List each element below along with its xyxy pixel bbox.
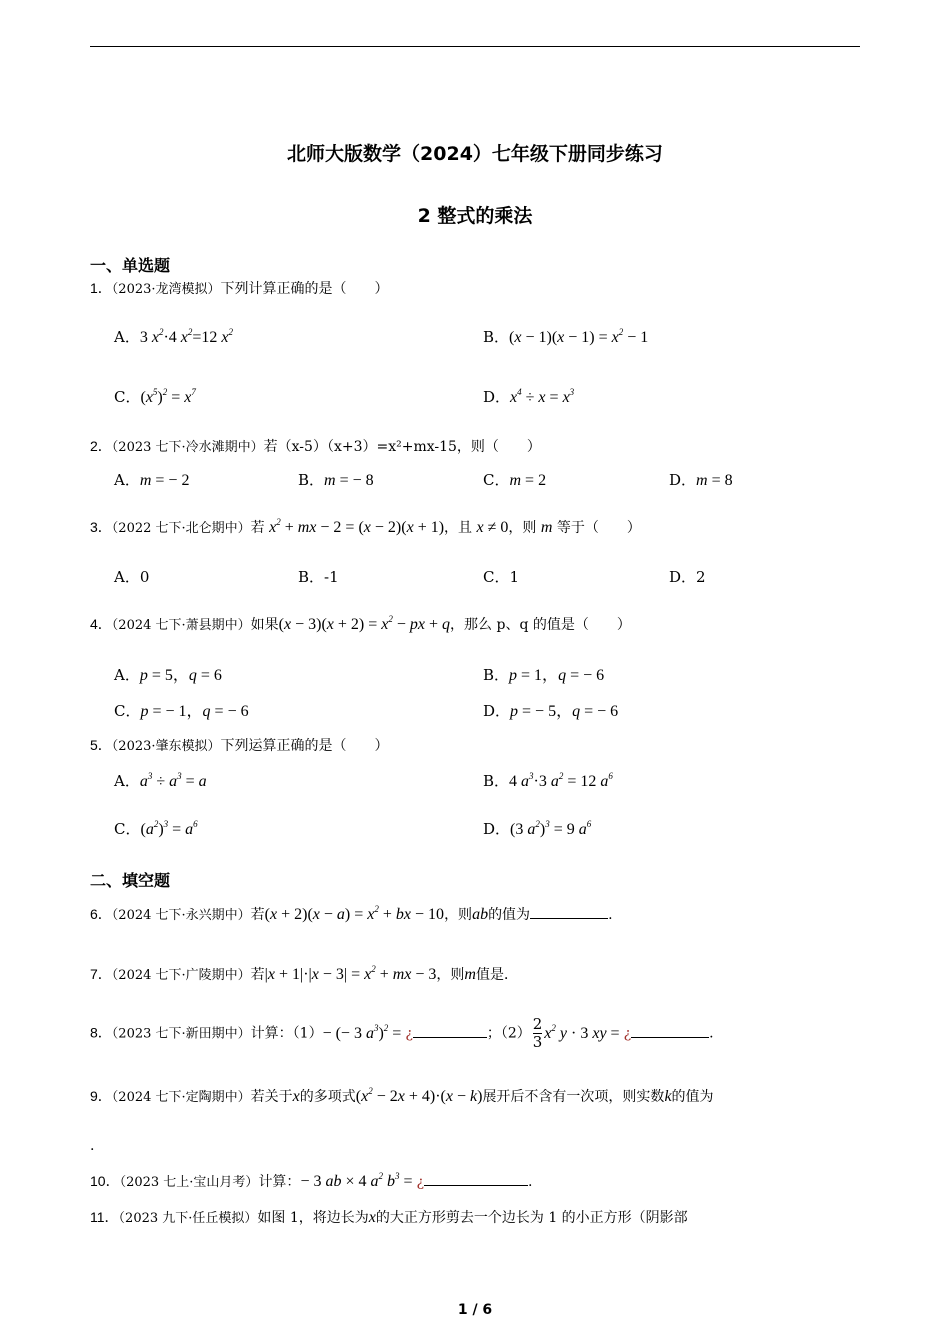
question-3-option-b[interactable]: B．-1 xyxy=(298,568,339,586)
question-1-option-d[interactable]: D．$x^4 \div x = x^3$ xyxy=(483,387,575,406)
answer-blank-2[interactable] xyxy=(631,1025,709,1038)
question-4-option-a[interactable]: A．p = 5，q = 6 xyxy=(114,666,222,684)
question-9: 9．（2024 七下·定陶期中）若关于x的多项式$(x^2 - 2x + 4)\cdot(x - k)$展开后不含有一次项，则实数k的值为 xyxy=(90,1086,714,1105)
question-4-option-b[interactable]: B．p = 1，q = − 6 xyxy=(483,666,605,684)
question-3-option-d[interactable]: D．2 xyxy=(669,568,706,586)
question-3-option-a[interactable]: A．0 xyxy=(114,568,150,586)
question-11: 11．（2023 九下·任丘模拟）如图 1，将边长为x的大正方形剪去一个边长为 1 的小正方形（阴影部 xyxy=(90,1209,688,1226)
question-5-option-c[interactable]: C．$(a^2)^3 = a^6$ xyxy=(114,819,198,838)
question-2-option-d[interactable]: D．m = 8 xyxy=(669,471,733,489)
section-heading-fill-blank: 二、填空题 xyxy=(90,871,171,890)
header-rule xyxy=(90,46,860,47)
question-1-option-a[interactable]: A．3 $x^2\cdot 4$ $x^2=12$ $x^2$ xyxy=(114,327,234,346)
answer-blank-1[interactable] xyxy=(413,1025,487,1038)
question-4-stem: 4．（2024 七下·萧县期中）如果$(x - 3)(x + 2) = x^2$ − px + q，那么 p、q 的值是（ ） xyxy=(90,614,631,633)
question-4-option-d[interactable]: D．p = − 5，q = − 6 xyxy=(483,702,619,720)
question-1-option-b[interactable]: B．$(x - 1)(x - 1) = x^2 - 1$ xyxy=(483,327,649,346)
question-10: 10．（2023 七上·宝山月考）计算：− 3 ab × 4 $a^2$ $b^3$ = ¿ . xyxy=(90,1171,533,1190)
question-4-option-c[interactable]: C．p = − 1，q = − 6 xyxy=(114,702,249,720)
page-title: 北师大版数学（2024）七年级下册同步练习 xyxy=(287,143,663,165)
question-5-option-a[interactable]: A．$a^3 \div a^3 = a$ xyxy=(114,771,207,790)
page-number: 1 / 6 xyxy=(457,1302,493,1318)
question-2-option-a[interactable]: A．m = − 2 xyxy=(114,471,190,489)
question-6: 6．（2024 七下·永兴期中）若$(x + 2)(x - a) = x^2$ + bx − 10，则ab的值为 . xyxy=(90,904,613,923)
question-1-option-c[interactable]: C．$(x^5)^2 = x^7$ xyxy=(114,387,196,406)
question-2-option-b[interactable]: B．m = − 8 xyxy=(298,471,374,489)
question-5-option-d[interactable]: D．(3 $a^2)^3 = 9$ $a^6$ xyxy=(483,819,592,838)
question-1-stem: 1．（2023·龙湾模拟）下列计算正确的是（ ） xyxy=(90,280,389,297)
answer-blank[interactable] xyxy=(424,1173,528,1186)
question-3-stem: 3．（2022 七下·北仑期中）若 $x^2$ + mx − 2 = (x − 2)(x + 1)，且 x ≠ 0，则 m 等于（ ） xyxy=(90,517,641,536)
page-subtitle: 2 整式的乘法 xyxy=(417,205,533,227)
section-heading-single-choice: 一、单选题 xyxy=(90,256,171,275)
question-3-option-c[interactable]: C．1 xyxy=(483,568,520,586)
answer-blank[interactable] xyxy=(530,906,608,919)
question-5-option-b[interactable]: B．4 $a^3\cdot 3$ $a^2 = 12$ $a^6$ xyxy=(483,771,613,790)
question-2-stem: 2．（2023 七下·冷水滩期中）若（x-5）（x+3）=x²+mx-15，则（ ） xyxy=(90,438,541,455)
question-7: 7．（2024 七下·广陵期中）若$|x + 1|\cdot|x - 3| = x^2$ + mx − 3，则m值是． xyxy=(90,964,518,983)
question-2-option-c[interactable]: C．m = 2 xyxy=(483,471,547,489)
question-9-end: . xyxy=(90,1138,95,1154)
question-5-stem: 5．（2023·肇东模拟）下列运算正确的是（ ） xyxy=(90,737,389,754)
question-8: 8．（2023 七下·新田期中）计算：（1）− (− 3 $a^3)^2$ = ¿ ；（2） $\frac{2}{3}$ $x^2$ y · 3 xy = ¿ . xyxy=(90,1015,714,1051)
